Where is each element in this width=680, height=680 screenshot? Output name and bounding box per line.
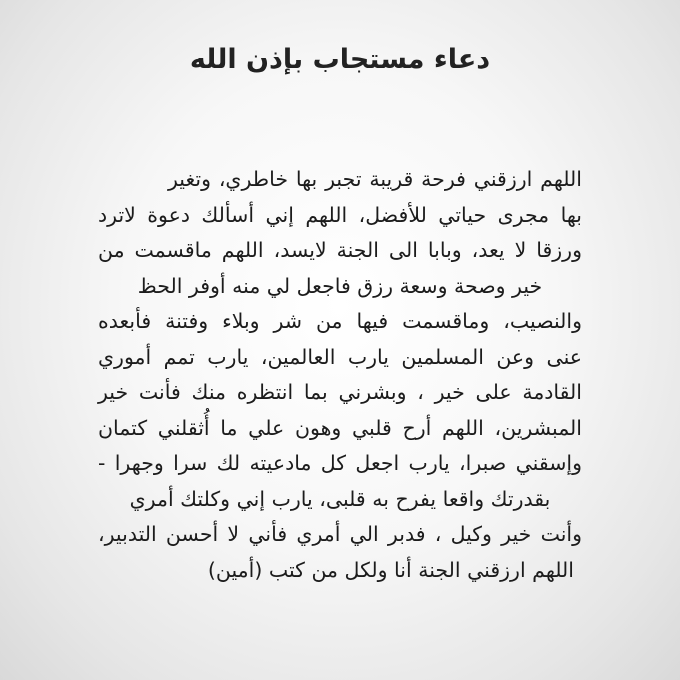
text-line: القادمة على خير ، وبشرني بما انتظره منك فأنت خير <box>98 380 582 404</box>
text-line: وأنت خير وكيل ، فدبر الي أمري فأني لا أحسن التدبير، <box>98 522 582 546</box>
text-line: ورزقا لا يعد، وبابا الى الجنة لايسد، اللهم ماقسمت من <box>98 238 582 262</box>
text-line: عنى وعن المسلمين يارب العالمين، يارب تمم أموري <box>98 344 582 369</box>
dua-text <box>98 162 582 588</box>
page-title: دعاء مستجاب بإذن الله <box>189 44 491 75</box>
text-line: بقدرتك واقعا يفرح به قلبى، يارب إني وكلتك أمري <box>129 486 551 511</box>
text-line: المبشرين، اللهم أرح قلبي وهون علي ما أُثقلني كتمان <box>98 415 582 440</box>
text-line: وإسقني صبرا، يارب اجعل كل مادعيته لك سرا وجهرا - <box>98 451 582 475</box>
text-line: بها مجرى حياتي للأفضل، اللهم إني أسألك دعوة لاترد <box>98 202 582 227</box>
text-line: خير وصحة وسعة رزق فاجعل لي منه أوفر الحظ <box>137 273 543 298</box>
text-line: اللهم ارزقني الجنة أنا ولكل من كتب (أمين) <box>207 557 574 582</box>
text-line: والنصيب، وماقسمت فيها من شر وبلاء وفتنة فأبعده <box>98 309 582 333</box>
text-line: اللهم ارزقني فرحة قريبة تجبر بها خاطري، وتغير <box>168 167 582 191</box>
